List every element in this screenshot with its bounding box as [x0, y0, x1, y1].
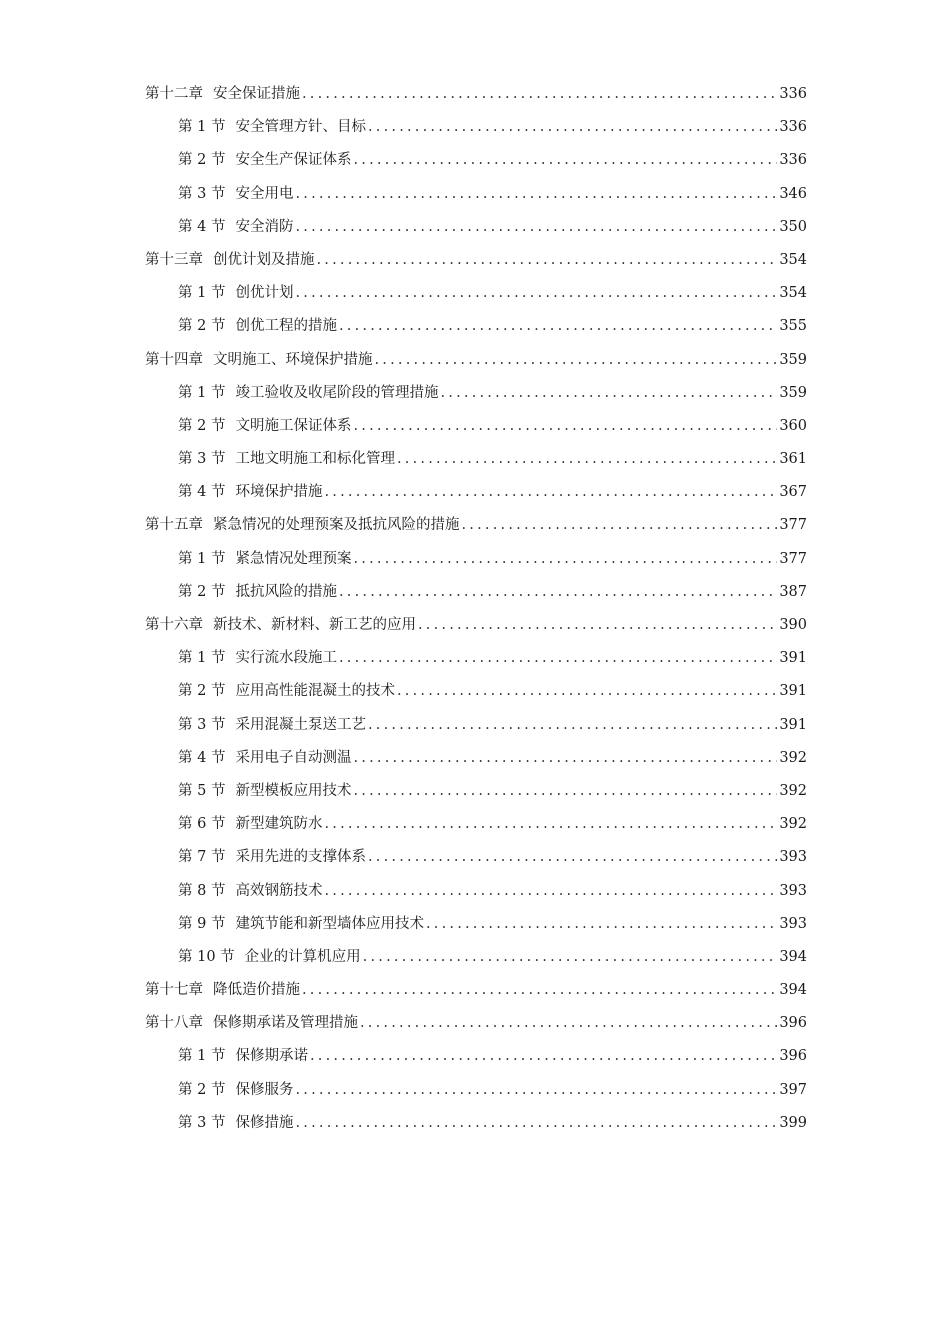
toc-section-entry[interactable] [145, 875, 807, 908]
toc-entry-title: 新型建筑防水 [235, 816, 323, 833]
toc-entry-number: 第 5 节 [178, 782, 226, 799]
toc-entry-page: 397 [779, 1081, 807, 1098]
toc-entry-page: 392 [779, 782, 807, 799]
toc-entry-title: 新技术、新材料、新工艺的应用 [213, 617, 416, 633]
toc-entry-page: 377 [779, 550, 807, 567]
toc-dot-leader [324, 476, 777, 509]
toc-entry-page: 391 [779, 716, 807, 733]
toc-dot-leader [418, 609, 777, 642]
toc-dot-leader [360, 1007, 777, 1040]
toc-section-entry[interactable] [145, 808, 807, 841]
toc-entry-number: 第 4 节 [178, 749, 226, 766]
toc-entry-page: 392 [779, 816, 807, 833]
toc-entry-number: 第 1 节 [178, 119, 226, 136]
toc-chapter-entry[interactable] [145, 244, 807, 277]
toc-entry-page: 354 [779, 285, 807, 302]
toc-entry-number: 第十八章 [145, 1015, 203, 1032]
toc-entry-number: 第 1 节 [178, 1048, 226, 1065]
toc-entry-page: 391 [779, 650, 807, 667]
toc-entry-number: 第 3 节 [178, 716, 226, 733]
toc-section-entry[interactable] [145, 443, 807, 476]
toc-entry-number: 第 1 节 [178, 384, 226, 401]
toc-dot-leader [295, 178, 777, 211]
toc-dot-leader [368, 841, 777, 874]
toc-dot-leader [363, 941, 777, 974]
toc-entry-page: 396 [779, 1048, 807, 1065]
toc-entry-title: 工地文明施工和标化管理 [235, 451, 395, 468]
toc-entry-page: 399 [779, 1114, 807, 1131]
toc-dot-leader [353, 775, 777, 808]
toc-entry-page: 393 [779, 915, 807, 932]
toc-section-entry[interactable] [145, 476, 807, 509]
toc-entry-title: 保修期承诺及管理措施 [213, 1015, 358, 1032]
toc-entry-title: 保修期承诺 [235, 1048, 308, 1065]
toc-entry-number: 第 1 节 [178, 285, 226, 302]
toc-dot-leader [310, 1040, 777, 1073]
toc-dot-leader [339, 310, 777, 343]
toc-entry-page: 393 [779, 849, 807, 866]
toc-dot-leader [339, 642, 777, 675]
toc-dot-leader [295, 1074, 777, 1107]
toc-section-entry[interactable] [145, 775, 807, 808]
toc-section-entry[interactable] [145, 908, 807, 941]
toc-entry-page: 359 [779, 384, 807, 401]
toc-entry-page: 394 [779, 948, 807, 965]
toc-entry-page: 393 [779, 882, 807, 899]
toc-entry-title: 降低造价措施 [213, 982, 300, 999]
toc-entry-title: 安全生产保证体系 [235, 152, 352, 169]
table-of-contents [145, 78, 807, 1140]
toc-entry-page: 336 [779, 119, 807, 136]
toc-section-entry[interactable] [145, 543, 807, 576]
toc-entry-title: 文明施工保证体系 [235, 417, 352, 434]
toc-dot-leader [353, 144, 777, 177]
toc-dot-leader [397, 443, 777, 476]
toc-entry-title: 安全管理方针、目标 [235, 119, 366, 136]
toc-dot-leader [353, 410, 777, 443]
toc-entry-number: 第十四章 [145, 351, 203, 368]
toc-chapter-entry[interactable] [145, 509, 807, 542]
toc-dot-leader [324, 875, 777, 908]
toc-dot-leader [302, 78, 777, 111]
toc-dot-leader [295, 1107, 777, 1140]
toc-entry-number: 第 6 节 [178, 816, 226, 833]
toc-dot-leader [295, 277, 777, 310]
toc-section-entry[interactable] [145, 709, 807, 742]
toc-entry-number: 第 7 节 [178, 849, 226, 866]
toc-section-entry[interactable] [145, 1107, 807, 1140]
toc-entry-title: 安全用电 [235, 185, 294, 202]
toc-section-entry[interactable] [145, 576, 807, 609]
toc-dot-leader [353, 742, 777, 775]
toc-entry-title: 抵抗风险的措施 [235, 583, 337, 600]
toc-section-entry[interactable] [145, 211, 807, 244]
toc-entry-page: 394 [779, 982, 807, 999]
toc-dot-leader [353, 543, 777, 576]
toc-dot-leader [397, 675, 777, 708]
toc-section-entry[interactable] [145, 277, 807, 310]
toc-entry-number: 第 3 节 [178, 451, 226, 468]
toc-dot-leader [462, 509, 778, 542]
toc-entry-page: 392 [779, 749, 807, 766]
toc-entry-page: 361 [779, 451, 807, 468]
toc-entry-page: 360 [779, 417, 807, 434]
toc-section-entry[interactable] [145, 941, 807, 974]
toc-entry-title: 实行流水段施工 [235, 650, 337, 667]
toc-entry-number: 第 10 节 [178, 948, 235, 965]
toc-entry-number: 第十七章 [145, 982, 203, 999]
toc-entry-number: 第十六章 [145, 617, 203, 633]
toc-section-entry[interactable] [145, 1074, 807, 1107]
toc-entry-number: 第十五章 [145, 517, 203, 534]
toc-entry-page: 336 [779, 152, 807, 169]
toc-entry-number: 第 2 节 [178, 152, 226, 169]
toc-entry-title: 紧急情况处理预案 [235, 550, 352, 567]
toc-entry-number: 第 4 节 [178, 484, 226, 501]
toc-section-entry[interactable] [145, 410, 807, 443]
toc-entry-number: 第 9 节 [178, 915, 226, 932]
toc-dot-leader [426, 908, 777, 941]
toc-entry-title: 保修服务 [235, 1081, 294, 1098]
toc-entry-number: 第 2 节 [178, 318, 226, 335]
toc-entry-number: 第 1 节 [178, 650, 226, 667]
toc-entry-number: 第 2 节 [178, 417, 226, 434]
toc-entry-title: 高效钢筋技术 [235, 882, 323, 899]
toc-entry-number: 第十二章 [145, 86, 203, 102]
toc-entry-number: 第 3 节 [178, 185, 226, 202]
toc-entry-page: 336 [779, 86, 807, 102]
toc-entry-page: 355 [779, 318, 807, 335]
toc-section-entry[interactable] [145, 310, 807, 343]
toc-chapter-entry[interactable] [145, 344, 807, 377]
toc-entry-page: 396 [779, 1015, 807, 1032]
toc-section-entry[interactable] [145, 144, 807, 177]
toc-entry-page: 359 [779, 351, 807, 368]
toc-entry-page: 387 [779, 583, 807, 600]
toc-entry-title: 建筑节能和新型墙体应用技术 [235, 915, 424, 932]
toc-entry-number: 第十三章 [145, 251, 203, 268]
toc-entry-title: 采用先进的支撑体系 [235, 849, 366, 866]
toc-dot-leader [440, 377, 777, 410]
toc-dot-leader [295, 211, 777, 244]
toc-entry-number: 第 3 节 [178, 1114, 226, 1131]
toc-section-entry[interactable] [145, 841, 807, 874]
toc-entry-number: 第 2 节 [178, 583, 226, 600]
toc-dot-leader [317, 244, 778, 277]
toc-entry-title: 竣工验收及收尾阶段的管理措施 [235, 384, 439, 401]
toc-entry-title: 采用混凝土泵送工艺 [235, 716, 366, 733]
toc-entry-number: 第 4 节 [178, 218, 226, 235]
toc-entry-number: 第 2 节 [178, 1081, 226, 1098]
toc-entry-number: 第 2 节 [178, 683, 226, 700]
toc-entry-title: 安全消防 [235, 218, 294, 235]
toc-section-entry[interactable] [145, 642, 807, 675]
toc-dot-leader [375, 344, 778, 377]
toc-entry-title: 紧急情况的处理预案及抵抗风险的措施 [213, 517, 460, 534]
toc-entry-page: 377 [779, 517, 807, 534]
toc-chapter-entry[interactable] [145, 609, 807, 642]
toc-entry-title: 安全保证措施 [213, 86, 300, 102]
toc-section-entry[interactable] [145, 178, 807, 211]
toc-entry-number: 第 8 节 [178, 882, 226, 899]
toc-chapter-entry[interactable] [145, 974, 807, 1007]
toc-section-entry[interactable] [145, 675, 807, 708]
toc-entry-title: 新型模板应用技术 [235, 782, 352, 799]
toc-entry-number: 第 1 节 [178, 550, 226, 567]
toc-entry-title: 创优工程的措施 [235, 318, 337, 335]
toc-section-entry[interactable] [145, 111, 807, 144]
toc-entry-title: 企业的计算机应用 [244, 948, 361, 965]
toc-chapter-entry[interactable] [145, 78, 807, 111]
toc-chapter-entry[interactable] [145, 1007, 807, 1040]
toc-dot-leader [324, 808, 777, 841]
toc-entry-title: 保修措施 [235, 1114, 294, 1131]
toc-entry-title: 采用电子自动测温 [235, 749, 352, 766]
toc-entry-page: 367 [779, 484, 807, 501]
toc-section-entry[interactable] [145, 377, 807, 410]
toc-section-entry[interactable] [145, 742, 807, 775]
toc-entry-page: 350 [779, 218, 807, 235]
toc-dot-leader [339, 576, 777, 609]
toc-entry-title: 环境保护措施 [235, 484, 323, 501]
toc-entry-title: 文明施工、环境保护措施 [213, 351, 373, 368]
toc-entry-title: 应用高性能混凝土的技术 [235, 683, 395, 700]
toc-entry-page: 354 [779, 251, 807, 268]
toc-entry-page: 391 [779, 683, 807, 700]
toc-dot-leader [368, 709, 777, 742]
toc-entry-title: 创优计划及措施 [213, 251, 315, 268]
toc-entry-title: 创优计划 [235, 285, 294, 302]
toc-dot-leader [368, 111, 777, 144]
toc-section-entry[interactable] [145, 1040, 807, 1073]
toc-entry-page: 346 [779, 185, 807, 202]
toc-entry-page: 390 [779, 617, 807, 633]
toc-dot-leader [302, 974, 777, 1007]
